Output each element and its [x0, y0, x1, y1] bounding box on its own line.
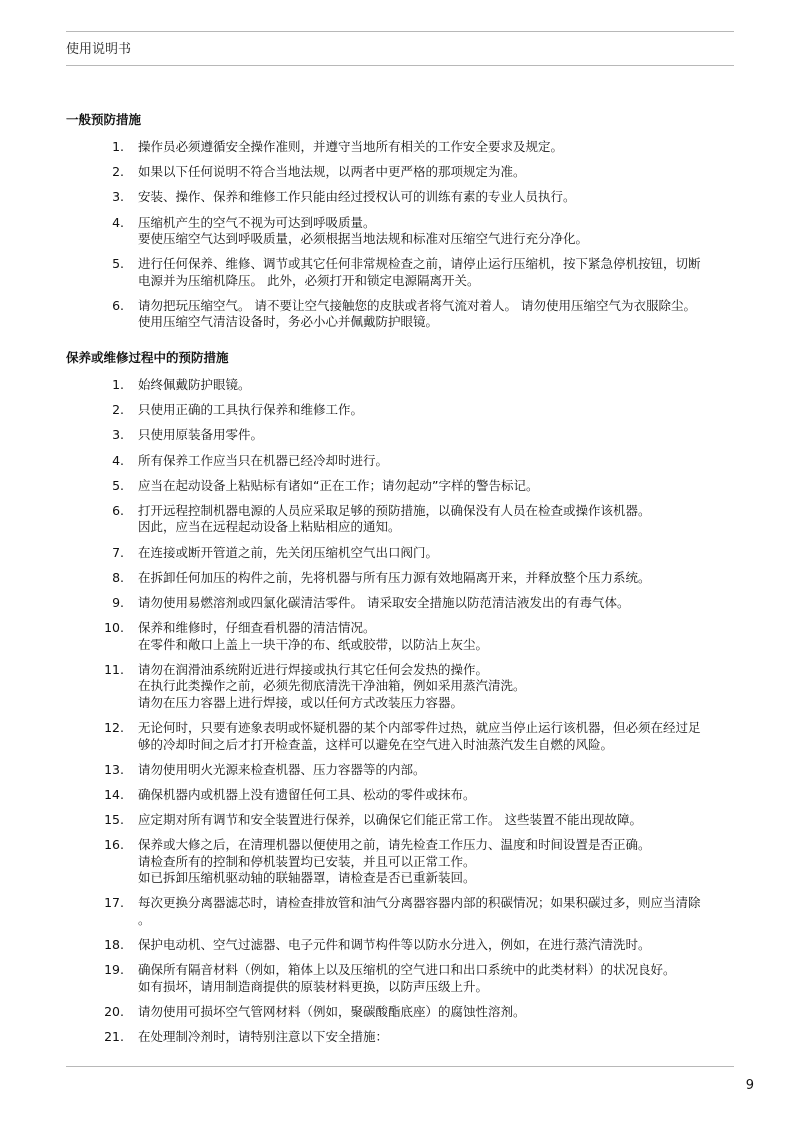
item-number: 11.: [104, 661, 124, 677]
list-item: [66, 595, 756, 612]
list-item: [66, 402, 756, 419]
item-text-line: 请勿在压力容器上进行焊接，或以任何方式改装压力容器。: [138, 694, 464, 710]
item-text-line: 请检查所有的控制和停机装置均已安装，并且可以正常工作。: [138, 853, 476, 869]
item-text-line: 压缩机产生的空气不视为可达到呼吸质量。: [138, 214, 376, 230]
item-number: 3.: [112, 427, 124, 443]
document-body: [66, 112, 756, 1054]
list-item: [66, 256, 756, 289]
item-text: [138, 762, 756, 779]
item-text-line: 操作员必须遵循安全操作准则，并遵守当地所有相关的工作安全要求及规定。: [138, 139, 564, 154]
item-number: 12.: [104, 720, 124, 735]
list-item: [66, 427, 756, 444]
item-text-line: 所有保养工作应当只在机器已经冷却时进行。: [138, 452, 389, 468]
item-text-line: 应定期对所有调节和安全装置进行保养，以确保它们能正常工作。 这些装置不能出现故障。: [138, 812, 642, 828]
list-item: [66, 139, 756, 156]
item-text: [138, 1004, 756, 1021]
item-number: 21.: [104, 1029, 124, 1045]
item-text: [138, 962, 756, 995]
list-item: [66, 1029, 756, 1046]
item-text: [138, 427, 756, 444]
item-text-line: 保养和维修时，仔细查看机器的清洁情况。: [138, 620, 376, 636]
item-text: [138, 937, 756, 954]
item-number: 1.: [112, 139, 124, 154]
item-text: [138, 298, 756, 331]
item-text: [138, 545, 756, 562]
item-text: [138, 402, 756, 419]
list-item: [66, 762, 756, 779]
item-text: [138, 164, 756, 181]
list-item: [66, 215, 756, 248]
item-number: 4.: [112, 452, 124, 468]
item-text: [138, 256, 756, 289]
list-item: [66, 962, 756, 995]
item-text-line: 始终佩戴防护眼镜。: [138, 376, 251, 392]
list-item: [66, 570, 756, 587]
item-number: 1.: [112, 376, 124, 392]
item-text-line: 如已拆卸压缩机驱动轴的联轴器罩，请检查是否已重新装回。: [138, 870, 476, 886]
item-text: [138, 503, 756, 536]
item-text: [138, 662, 756, 712]
item-text: [138, 139, 756, 156]
item-text-line: 无论何时，只要有迹象表明或怀疑机器的某个内部零件过热，就应当停止运行该机器，但必须在经过足: [138, 720, 701, 735]
section-general-precautions: [66, 112, 756, 331]
item-number: 2.: [112, 164, 124, 180]
list-item: [66, 503, 756, 536]
item-number: 6.: [112, 502, 124, 518]
item-text-line: 请勿使用易燃溶剂或四氯化碳清洁零件。 请采取安全措施以防范清洁液发出的有毒气体。: [138, 594, 630, 610]
item-text-line: 保护电动机、空气过滤器、电子元件和调节构件等以防水分进入，例如，在进行蒸汽清洗时。: [138, 937, 651, 953]
item-text-line: 电源并为压缩机降压。 此外，必须打开和锁定电源隔离开关。: [138, 272, 480, 288]
item-text-line: 因此，应当在远程起动设备上粘贴相应的通知。: [138, 519, 401, 535]
item-text-line: 够的冷却时间之后才打开检查盖，这样可以避免在空气进入时油蒸汽发生自燃的风险。: [138, 736, 614, 752]
item-text: [138, 595, 756, 612]
list-item: [66, 1004, 756, 1021]
list-item: [66, 837, 756, 887]
item-text: [138, 812, 756, 829]
item-number: 5.: [112, 477, 124, 493]
item-number: 6.: [112, 297, 124, 313]
list-item: [66, 453, 756, 470]
section-title: 保养或维修过程中的预防措施: [66, 349, 229, 365]
item-text-line: 如有损坏，请用制造商提供的原装材料更换，以防声压级上升。: [138, 978, 489, 994]
item-text-line: 使用压缩空气清洁设备时，务必小心并佩戴防护眼镜。: [138, 314, 439, 330]
list-item: [66, 377, 756, 394]
item-text-line: 在处理制冷剂时，请特别注意以下安全措施：: [138, 1029, 389, 1045]
item-text-line: 在零件和敞口上盖上一块干净的布、纸或胶带，以防沾上灰尘。: [138, 636, 489, 652]
list-item: [66, 787, 756, 804]
item-number: 20.: [104, 1004, 124, 1019]
item-text-line: 在拆卸任何加压的构件之前，先将机器与所有压力源有效地隔离开来，并释放整个压力系统。: [138, 569, 651, 585]
item-text: [138, 215, 756, 248]
item-text: [138, 189, 756, 206]
item-text-line: 打开远程控制机器电源的人员应采取足够的预防措施，以确保没有人员在检查或操作该机器。: [138, 502, 651, 518]
item-text-line: 在执行此类操作之前，必须先彻底清洗干净油箱，例如采用蒸汽清洗。: [138, 678, 526, 694]
item-number: 5.: [112, 256, 124, 272]
item-text-line: 请勿使用可损坏空气管网材料（例如，聚碳酸酯底座）的腐蚀性溶剂。: [138, 1004, 526, 1019]
item-number: 2.: [112, 402, 124, 418]
section-maintenance-precautions: [66, 350, 756, 1046]
item-number: 18.: [104, 937, 124, 953]
item-text: [138, 895, 756, 928]
document-title: 使用说明书: [66, 42, 132, 57]
list-item: [66, 937, 756, 954]
item-text-line: 应当在起动设备上粘贴标有诸如“正在工作；请勿起动”字样的警告标记。: [138, 477, 539, 493]
item-number: 10.: [104, 620, 124, 636]
list-item: [66, 720, 756, 753]
item-text-line: 安装、操作、保养和维修工作只能由经过授权认可的训练有素的专业人员执行。: [138, 189, 576, 205]
item-text-line: 请勿在润滑油系统附近进行焊接或执行其它任何会发热的操作。: [138, 661, 489, 677]
item-text: [138, 620, 756, 653]
item-number: 7.: [112, 544, 124, 560]
item-number: 9.: [112, 594, 124, 610]
header-top-rule: [66, 31, 734, 32]
list-item: [66, 545, 756, 562]
item-text: [138, 478, 756, 495]
item-number: 19.: [104, 962, 124, 978]
item-text-line: 在连接或断开管道之前，先关闭压缩机空气出口阀门。: [138, 544, 439, 560]
list-item: [66, 164, 756, 181]
item-number: 3.: [112, 189, 124, 205]
item-number: 15.: [104, 812, 124, 828]
item-text-line: 只使用正确的工具执行保养和维修工作。: [138, 402, 364, 418]
item-text: [138, 720, 756, 753]
item-text-line: 确保机器内或机器上没有遗留任何工具、松动的零件或抹布。: [138, 786, 476, 802]
item-text-line: 每次更换分离器滤芯时，请检查排放管和油气分离器容器内部的积碳情况；如果积碳过多，则应当清除: [138, 895, 701, 911]
footer-rule: [66, 1066, 734, 1067]
list-item: [66, 189, 756, 206]
list-item: [66, 478, 756, 495]
item-text-line: 如果以下任何说明不符合当地法规，以两者中更严格的那项规定为准。: [138, 164, 526, 180]
item-text: [138, 570, 756, 587]
item-text-line: 请勿使用明火光源来检查机器、压力容器等的内部。: [138, 761, 426, 777]
item-text-line: 确保所有隔音材料（例如，箱体上以及压缩机的空气进口和出口系统中的此类材料）的状况良好。: [138, 962, 676, 978]
item-number: 13.: [104, 761, 124, 777]
list-item: [66, 812, 756, 829]
precautions-list: [66, 377, 756, 1046]
item-number: 17.: [104, 895, 124, 911]
list-item: [66, 895, 756, 928]
item-text: [138, 787, 756, 804]
item-text-line: 保养或大修之后，在清理机器以便使用之前，请先检查工作压力、温度和时间设置是否正确。: [138, 837, 651, 853]
list-item: [66, 662, 756, 712]
precautions-list: [66, 139, 756, 331]
item-number: 16.: [104, 837, 124, 853]
header-bottom-rule: [66, 65, 734, 66]
item-text: [138, 1029, 756, 1046]
item-text-line: 。: [138, 911, 151, 927]
item-number: 4.: [112, 214, 124, 230]
item-text-line: 要使压缩空气达到呼吸质量，必须根据当地法规和标准对压缩空气进行充分净化。: [138, 231, 589, 247]
list-item: [66, 298, 756, 331]
list-item: [66, 620, 756, 653]
item-text-line: 进行任何保养、维修、调节或其它任何非常规检查之前，请停止运行压缩机，按下紧急停机按钮，切断: [138, 256, 701, 272]
item-number: 14.: [104, 786, 124, 802]
item-text: [138, 453, 756, 470]
section-title: 一般预防措施: [66, 112, 142, 127]
item-text: [138, 837, 756, 887]
item-text-line: 只使用原装备用零件。: [138, 427, 264, 443]
page-number: 9: [745, 1078, 754, 1093]
item-number: 8.: [112, 569, 124, 585]
item-text-line: 请勿把玩压缩空气。 请不要让空气接触您的皮肤或者将气流对着人。 请勿使用压缩空气为衣服除尘。: [138, 297, 696, 313]
item-text: [138, 377, 756, 394]
